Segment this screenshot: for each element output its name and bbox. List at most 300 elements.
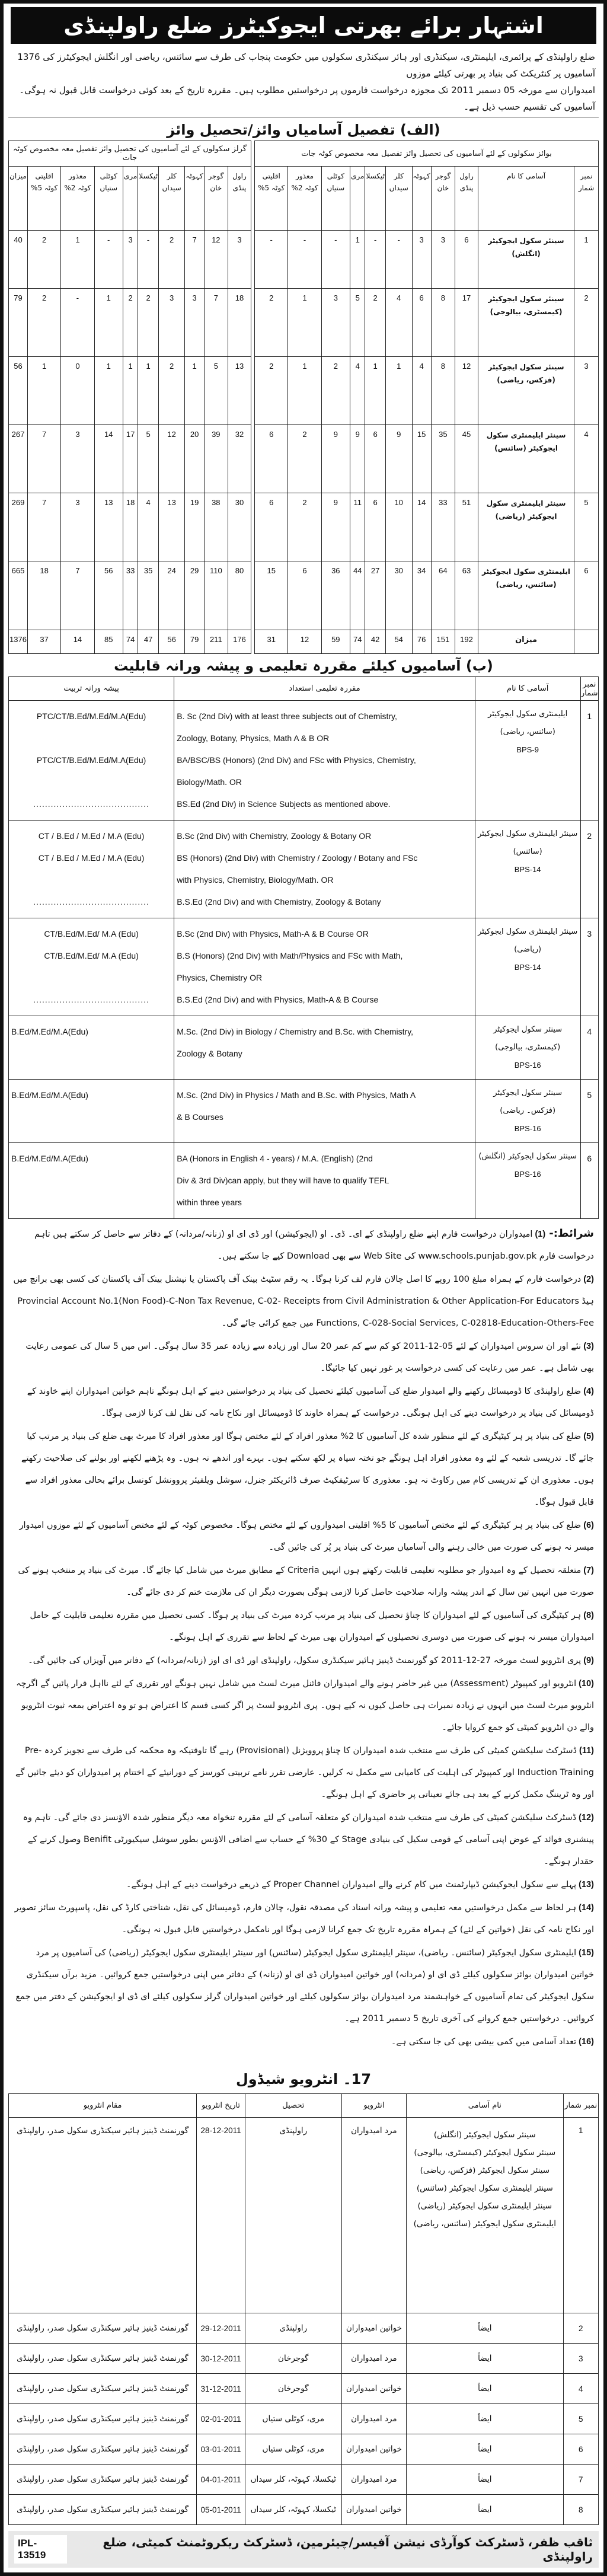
condition-text: ہر کیٹیگری کی آسامیوں کے لئے امیدواران کا چناؤ تحصیل کی بنیاد پر مرتب کردہ میرٹ کی بنیاد پر ہوگا۔ کسی تحصیل میں مقررہ تعلیمی قابلیت کے حامل امیدواران میسر نہ ہونے کی صورت میں دوسری تحصیلوں کے امیدواران بھی میرٹ کے لحاظ سے تقرری کے اہل ہونگے۔ <box>30 1611 594 1642</box>
girls-count: 13 <box>94 493 123 561</box>
edu-line: M.Sc. (2nd Div) in Physics / Math and B.Sc. with Physics, Math A <box>177 1090 416 1100</box>
row-post: سینئر سکول ایجوکیٹر (فزکس، ریاضی) <box>478 357 574 425</box>
tehsil: راولپنڈی <box>245 2118 341 2313</box>
condition-number: (4) <box>581 1387 594 1396</box>
boys-count: 4 <box>412 357 431 425</box>
boys-total: 12 <box>288 630 321 654</box>
table-row <box>9 561 599 630</box>
table-row <box>9 1080 599 1143</box>
tehsil: ٹیکسلا، کہوٹہ، کلر سیداں <box>245 2495 341 2525</box>
boys-count: 4 <box>350 357 365 425</box>
group-gap <box>251 561 255 630</box>
row-serial: 3 <box>574 357 599 425</box>
candidates: مرد امیدواران <box>341 2404 406 2434</box>
col-edu: مقررہ تعلیمی استعداد <box>174 677 475 701</box>
venue: گورنمنٹ ڈینیز ہائیر سیکنڈری سکول صدر، راولپنڈی <box>9 2434 197 2465</box>
boys-count: 2 <box>255 357 288 425</box>
post-name <box>475 701 580 821</box>
candidates: خواتین امیدواران <box>341 2495 406 2525</box>
row-serial: 6 <box>580 1143 598 1219</box>
condition-item <box>13 1426 594 1514</box>
condition-text: نئے اور ان سروس امیدواران کے لئے 05-12-2011 کو کم سے کم عمر 20 سال اور زیادہ سے زیادہ عمر 35 سال ہوگی۔ اس میں 5 سال کی عمومی رعایت بھی شامل ہے۔ عمر میں رعایت کی کسی درخواست پر غور نہیں کیا جائیگا۔ <box>25 1342 594 1373</box>
interview-date: 05-01-2011 <box>197 2495 245 2525</box>
venue: گورنمنٹ ڈینیز ہائیر سیکنڈری سکول صدر، راولپنڈی <box>9 2465 197 2495</box>
girls-count: 1 <box>94 357 123 425</box>
condition-text: ہر لحاظ سے مکمل درخواستیں معہ تعلیمی و پیشہ ورانہ اسناد کی مصدقہ نقول، چالان فارم، ڈومیسائل کی نقل، شناختی کارڈ کی نقل، پاسپورٹ سائز تصویر اور نکاح نامہ کی نقل (خواتین کے لئے) کے ہمراہ مقررہ تاریخ تک جمع کرانا لازمی ہوگا اور نامکمل درخواستیں قابل قبول نہ ہونگی۔ <box>14 1903 594 1935</box>
col-girls-tehsil: مری <box>123 167 138 231</box>
row-post: ایلیمنٹری سکول ایجوکیٹر (سائنس، ریاضی) <box>478 561 574 630</box>
post-name <box>475 821 580 918</box>
boys-count: 5 <box>350 289 365 357</box>
row-serial: 2 <box>563 2313 598 2344</box>
girls-total: 79 <box>185 630 204 654</box>
post-ditto: ایضاً <box>478 2354 492 2363</box>
table-row <box>9 701 599 821</box>
condition-item <box>13 1897 594 1941</box>
col-girls-tehsil: معذور کوٹہ 2% <box>61 167 94 231</box>
row-serial: 7 <box>563 2465 598 2495</box>
girls-total: 176 <box>228 630 251 654</box>
col-boys-tehsil: معذور کوٹہ 2% <box>288 167 321 231</box>
post-title: سینئر سکول ایجوکیٹر (انگلش) <box>478 1152 577 1161</box>
boys-total: 42 <box>365 630 385 654</box>
intro-line-2: امیدواران سے مورخہ 05 دسمبر 2011 تک مجوزہ درخواست فارموں پر درخواستیں مطلوب ہیں۔ مقررہ تاریخ کے بعد کوئی درخواست قابل قبول نہ ہوگی۔ آسامیوں کی تقسیم حسب ذیل ہے۔ <box>19 85 595 112</box>
schedule-col-header: تاریخ انٹرویو <box>197 2094 245 2118</box>
schedule-col-header: مقام انٹرویو <box>9 2094 197 2118</box>
candidates: خواتین امیدواران <box>341 2313 406 2344</box>
intro-paragraph <box>8 44 599 118</box>
girls-count: 2 <box>158 357 185 425</box>
prof-line <box>11 869 171 891</box>
boys-count: 1 <box>288 357 321 425</box>
girls-count: 19 <box>185 493 204 561</box>
col-post: آسامی کا نام <box>475 677 580 701</box>
boys-count: 1 <box>365 357 385 425</box>
prof-line: ........................................ <box>33 995 149 1004</box>
row-serial: 4 <box>563 2374 598 2404</box>
conditions-section <box>8 1219 599 2053</box>
boys-count: 63 <box>455 561 478 630</box>
candidates: مرد امیدواران <box>341 2465 406 2495</box>
boys-count: 1 <box>385 357 412 425</box>
girls-count: 1 <box>138 357 158 425</box>
prof-line: PTC/CT/B.Ed/M.Ed/M.A(Edu) <box>36 711 146 721</box>
row-serial: 1 <box>580 701 598 821</box>
schedule-col-header: تحصیل <box>245 2094 341 2118</box>
girls-count: 0 <box>61 357 94 425</box>
interview-date: 28-12-2011 <box>197 2118 245 2313</box>
boys-count: 51 <box>455 493 478 561</box>
girls-count: 2 <box>158 231 185 289</box>
col-boys-tehsil: گوجر خان <box>431 167 455 231</box>
tehsil: راولپنڈی <box>245 2313 341 2344</box>
girls-count: - <box>61 289 94 357</box>
condition-number: (3) <box>581 1342 594 1351</box>
row-serial: 4 <box>574 425 599 493</box>
boys-count: 9 <box>321 493 350 561</box>
qualifications-table <box>8 676 599 1219</box>
prof-line: CT/B.Ed/M.Ed/ M.A (Edu) <box>44 929 139 939</box>
row-serial: 6 <box>574 561 599 630</box>
bps-scale: BPS-14 <box>514 963 541 972</box>
boys-count: 12 <box>455 357 478 425</box>
schedule-row <box>9 2495 599 2525</box>
prof-line: B.Ed/M.Ed/M.A(Edu) <box>11 1154 88 1163</box>
condition-item <box>13 2031 594 2053</box>
edu-line: Biology/Math. OR <box>177 777 242 787</box>
girls-count: 39 <box>204 425 228 493</box>
prof-line <box>11 771 171 793</box>
condition-text: ایلیمنٹری سکول ایجوکیٹر (سائنس۔ ریاضی)، سینئر ایلیمنٹری سکول ایجوکیٹر (سائنس) اور سینئر ایلیمنٹری سکول ایجوکیٹر (ریاضی) کی آسامیوں پر مرد خواتین امیدواران بوائز سکولوں کیلئے ڈی ای او (مردانہ) اور خواتین امیدواران ڈی ای او (زنانہ) کے دفاتر میں اپنی درخواستیں جمع کروائیں۔ مزید برآں سیکنڈری سکول ایجوکیٹر کی تمام آسامیوں کے خواہشمند مرد امیدواران بوائز سکولوں کیلئے اور خواتین امیدواران گرلز سکولوں کیلئے ای ڈی او ایجوکیشن کے دفتر میں جمع کروائیں۔ درخواستیں جمع کروانے کی آخری تاریخ 5 دسمبر 2011 ہے۔ <box>15 1948 594 2023</box>
post-ditto: ایضاً <box>478 2475 492 2484</box>
girls-count: 35 <box>138 561 158 630</box>
schedule-row <box>9 2344 599 2374</box>
boys-count: 4 <box>385 289 412 357</box>
row-serial: 2 <box>580 821 598 918</box>
totals-label: میزان <box>478 630 574 654</box>
section-b-title: (ب) آسامیوں کیلئے مقررہ تعلیمی و پیشہ ورانہ قابلیت <box>114 657 493 674</box>
girls-count: 12 <box>158 425 185 493</box>
girls-total: 211 <box>204 630 228 654</box>
post-line: سینئر ایلیمنٹری سکول ایجوکیٹر (ریاضی) <box>417 2201 552 2211</box>
venue: گورنمنٹ ڈینیز ہائیر سیکنڈری سکول صدر، راولپنڈی <box>9 2118 197 2313</box>
table-row <box>9 821 599 918</box>
girls-count: 3 <box>185 289 204 357</box>
boys-count: - <box>321 231 350 289</box>
boys-count: 6 <box>455 231 478 289</box>
post-name <box>475 918 580 1016</box>
professional-training <box>9 701 174 821</box>
girls-count: 56 <box>94 561 123 630</box>
girls-count: 13 <box>158 493 185 561</box>
prof-line: CT / B.Ed / M.Ed / M.A (Edu) <box>38 831 145 841</box>
group-gap <box>251 167 255 231</box>
condition-number: (2) <box>581 1275 594 1284</box>
interview-date: 03-01-2011 <box>197 2434 245 2465</box>
col-boys-tehsil: ٹیکسلا <box>365 167 385 231</box>
boys-count: 6 <box>255 493 288 561</box>
interview-date: 29-12-2011 <box>197 2313 245 2344</box>
girls-count: 110 <box>204 561 228 630</box>
col-girls-tehsil: کلر سیداں <box>158 167 185 231</box>
reference-number: IPL-13519 <box>14 2535 67 2564</box>
col-girls-tehsil: ٹیکسلا <box>138 167 158 231</box>
girls-count: 18 <box>228 289 251 357</box>
edu-line: Div & 3rd Div)can apply, but they will have to qualify TEFL <box>177 1176 389 1185</box>
candidates: مرد امیدواران <box>341 2118 406 2313</box>
boys-total: 151 <box>431 630 455 654</box>
condition-number: (15) <box>576 1948 594 1958</box>
girls-count: 30 <box>228 493 251 561</box>
post-line: سینئر سکول ایجوکیٹر (فزکس، ریاضی) <box>420 2166 550 2175</box>
group-gap <box>251 141 255 167</box>
col-girls-tehsil: گوجر خان <box>204 167 228 231</box>
condition-item <box>13 1560 594 1604</box>
edu-line: BA/BSC/BS (Honors) (2nd Div) and FSc with Physics, Chemistry, <box>177 755 416 765</box>
tehsil: ٹیکسلا، کہوٹہ، کلر سیداں <box>245 2465 341 2495</box>
condition-text: امیدواران درخواست فارم اپنے ضلع راولپنڈی کے ای۔ ڈی۔ او (ایجوکیشن) اور ڈی ای او (زنانہ/مردانہ) کے دفاتر سے حاصل کر سکتے ہیں تاہم درخواست فارم www.schools.punjab.gov.pk کی Web Site سے بھی Download کیے جا سکتے ہیں۔ <box>34 1230 594 1261</box>
girls-count: 2 <box>27 231 60 289</box>
condition-number: (1) <box>532 1230 546 1239</box>
bps-scale: BPS-14 <box>514 865 541 874</box>
condition-number: (6) <box>581 1521 594 1530</box>
condition-item <box>13 1605 594 1649</box>
condition-item <box>13 1874 594 1896</box>
girls-count: 29 <box>185 561 204 630</box>
boys-count: 2 <box>288 493 321 561</box>
tehsil: مری، کوٹلی ستیاں <box>245 2404 341 2434</box>
interview-date: 31-12-2011 <box>197 2374 245 2404</box>
girls-count: 14 <box>94 425 123 493</box>
boys-count: 2 <box>321 357 350 425</box>
row-serial: 5 <box>580 1080 598 1143</box>
post-ditto: ایضاً <box>478 2444 492 2454</box>
boys-count: 8 <box>431 357 455 425</box>
boys-count: 15 <box>412 425 431 493</box>
post-ditto: ایضاً <box>478 2384 492 2393</box>
prof-line: PTC/CT/B.Ed/M.Ed/M.A(Edu) <box>36 755 146 765</box>
girls-count: 24 <box>158 561 185 630</box>
group-gap <box>251 289 255 357</box>
schedule-posts <box>407 2495 564 2525</box>
condition-text: ضلع کی بنیاد پر ہر کیٹیگری کے لئے مختص آسامیوں کا 5% اقلیتی امیدواروں کے لئے مختص ہوگا۔ مخصوص کوٹہ کے لئے مختص آسامیوں کے لئے موزوں امیدوار میسر نہ ہونے کی صورت میں خالی رہنے والی آسامیاں میرٹ کی بنیاد پر پُر کی جائیں گی۔ <box>19 1521 594 1552</box>
boys-count: 8 <box>431 289 455 357</box>
condition-text: متعلقہ تحصیل کے وہ امیدوار جو مطلوبہ تعلیمی قابلیت رکھتے ہوں انہیں Criteria کے مطابق میرٹ میں شامل کیا جائے گا۔ میرٹ کی بنیاد پر منتخب ہونے کی صورت میں انہیں تین سال کے اندر پیشہ وارانہ صلاحیت حاصل کرنا لازمی ہوگی بصورت دیگر ان کی ملازمت ختم کر دی جائے گی۔ <box>18 1566 594 1597</box>
bps-scale: BPS-16 <box>514 1170 541 1179</box>
condition-item <box>13 1942 594 2030</box>
girls-count: 2 <box>138 289 158 357</box>
col-boys-tehsil: کلر سیداں <box>385 167 412 231</box>
condition-item <box>13 1740 594 1806</box>
schedule-row <box>9 2434 599 2465</box>
girls-count: 18 <box>27 561 60 630</box>
girls-count: 7 <box>27 493 60 561</box>
boys-count: 15 <box>255 561 288 630</box>
girls-count: 3 <box>123 231 138 289</box>
schedule-col-header: نام آسامی <box>407 2094 564 2118</box>
edu-line: Zoology, Botany, Physics, Math A & B OR <box>177 733 330 743</box>
condition-number: (14) <box>576 1903 594 1913</box>
post-name <box>475 1016 580 1080</box>
girls-count: 7 <box>27 425 60 493</box>
boys-total: 74 <box>350 630 365 654</box>
schedule-row <box>9 2118 599 2313</box>
condition-number: (11) <box>576 1746 594 1755</box>
post-line: ایلیمنٹری سکول ایجوکیٹر (سائنس، ریاضی) <box>413 2219 557 2229</box>
edu-line: B.Sc (2nd Div) with Physics, Math-A & B Course OR <box>177 929 369 939</box>
boys-count: 44 <box>350 561 365 630</box>
condition-item <box>13 1515 594 1559</box>
boys-count: 34 <box>412 561 431 630</box>
venue: گورنمنٹ ڈینیز ہائیر سیکنڈری سکول صدر، راولپنڈی <box>9 2495 197 2525</box>
group-gap <box>251 357 255 425</box>
row-serial: 1 <box>563 2118 598 2313</box>
title-banner <box>11 7 596 44</box>
girls-count: - <box>138 231 158 289</box>
venue: گورنمنٹ ڈینیز ہائیر سیکنڈری سکول صدر، راولپنڈی <box>9 2404 197 2434</box>
boys-count: 9 <box>321 425 350 493</box>
boys-count: 64 <box>431 561 455 630</box>
girls-count: 7 <box>204 289 228 357</box>
table-row <box>9 289 599 357</box>
table-row <box>9 357 599 425</box>
vacancies-table <box>8 141 599 654</box>
girls-count: 38 <box>204 493 228 561</box>
boys-count: 30 <box>385 561 412 630</box>
condition-item <box>13 1336 594 1380</box>
boys-count: - <box>365 231 385 289</box>
schedule-posts <box>407 2374 564 2404</box>
tehsil: گوجرخان <box>245 2344 341 2374</box>
boys-count: 2 <box>255 289 288 357</box>
table-row <box>9 1016 599 1080</box>
candidates: مرد امیدواران <box>341 2344 406 2374</box>
professional-training <box>9 1016 174 1080</box>
education-requirement <box>174 821 475 918</box>
row-serial: 3 <box>580 918 598 1016</box>
prof-line: CT/B.Ed/M.Ed/ M.A (Edu) <box>44 951 139 960</box>
table-row <box>9 918 599 1016</box>
row-total: 79 <box>9 289 28 357</box>
prof-line <box>11 967 171 989</box>
col-boys-tehsil: اقلیتی کوٹہ 5% <box>255 167 288 231</box>
prof-line: ........................................ <box>33 799 149 809</box>
row-total: 665 <box>9 561 28 630</box>
prof-line: B.Ed/M.Ed/M.A(Edu) <box>11 1027 88 1036</box>
edu-line: Physics, Chemistry OR <box>177 973 263 982</box>
education-requirement <box>174 1080 475 1143</box>
table-row <box>9 493 599 561</box>
boys-total: 54 <box>385 630 412 654</box>
condition-number: (10) <box>576 1679 594 1688</box>
professional-training <box>9 821 174 918</box>
boys-count: 1 <box>288 289 321 357</box>
row-serial: 4 <box>580 1016 598 1080</box>
edu-line: B.S.Ed (2nd Div) and with Physics, Math-A & B Course <box>177 995 379 1004</box>
row-serial <box>574 630 599 654</box>
venue: گورنمنٹ ڈینیز ہائیر سیکنڈری سکول صدر، راولپنڈی <box>9 2344 197 2374</box>
professional-training <box>9 918 174 1016</box>
col-boys-tehsil: کہوٹہ <box>412 167 431 231</box>
prof-line <box>11 727 171 749</box>
professional-training <box>9 1143 174 1219</box>
grand-total: 1376 <box>9 630 28 654</box>
col-girls-tehsil: اقلیتی کوٹہ 5% <box>27 167 60 231</box>
education-requirement <box>174 1016 475 1080</box>
boys-count: 1 <box>350 231 365 289</box>
boys-count: 11 <box>350 493 365 561</box>
girls-count: 1 <box>185 357 204 425</box>
tehsil: گوجرخان <box>245 2374 341 2404</box>
post-title: سینئر سکول ایجوکیٹر (فزکس۔ ریاضی) <box>493 1089 563 1115</box>
edu-line: B.S (Honors) (2nd Div) with Math/Physics and FSc with Math, <box>177 951 403 960</box>
schedule-row <box>9 2404 599 2434</box>
edu-line: & B Courses <box>177 1112 223 1122</box>
girls-count: 3 <box>228 231 251 289</box>
row-post: سینئر ایلیمنٹری سکول ایجوکیٹر (ریاضی) <box>478 493 574 561</box>
row-post: سینئر سکول ایجوکیٹر (انگلش) <box>478 231 574 289</box>
boys-count: 33 <box>431 493 455 561</box>
row-total: 40 <box>9 231 28 289</box>
condition-number: (8) <box>581 1611 594 1620</box>
prof-line: B.Ed/M.Ed/M.A(Edu) <box>11 1090 88 1100</box>
girls-count: 1 <box>123 357 138 425</box>
girls-count: 18 <box>123 493 138 561</box>
schedule-col-header: انٹرویو <box>341 2094 406 2118</box>
boys-count: 14 <box>412 493 431 561</box>
girls-count: 1 <box>94 289 123 357</box>
schedule-posts <box>407 2344 564 2374</box>
interview-date: 04-01-2011 <box>197 2465 245 2495</box>
edu-line: Zoology & Botany <box>177 1049 242 1058</box>
boys-total: 192 <box>455 630 478 654</box>
conditions-label: شرائط:- <box>549 1227 594 1240</box>
condition-text: ضلع راولپنڈی کا ڈومیسائل رکھنے والے امیدوار ضلع کی آسامیوں کیلئے تحصیل کی بنیاد پر درخواستیں دینے کے اہل ہونگے تاہم خواتین امیدواران اپنے خاوند کے ڈومیسائل کی بنیاد پر درخواست دینے کی اہل ہونگی۔ درخواست کے ہمراہ خاوند کا ڈومیسائل اور نکاح نامہ کی نقل لف کرنا لازمی ہوگا۔ <box>27 1387 594 1418</box>
education-requirement <box>174 701 475 821</box>
table-row <box>9 425 599 493</box>
condition-item <box>13 1807 594 1873</box>
boys-count: 9 <box>385 425 412 493</box>
girls-total: 85 <box>94 630 123 654</box>
bps-scale: BPS-16 <box>514 1124 541 1133</box>
edu-line: B.S.Ed (2nd Div) and with Chemistry, Zoology & Botany <box>177 897 381 906</box>
candidates: خواتین امیدواران <box>341 2374 406 2404</box>
boys-group-header: بوائز سکولوں کے لئے آسامیوں کی تحصیل وائز تفصیل معہ مخصوص کوٹہ جات <box>255 141 599 167</box>
condition-number: (9) <box>581 1656 594 1665</box>
interview-schedule-table <box>8 2093 599 2525</box>
intro-line-1: ضلع راولپنڈی کے پرائمری، ایلیمنٹری، سیکنڈری اور ہائر سیکنڈری سکولوں میں حکومت پنجاب کی طرف سے سائنس، ریاضی اور انگلش ایجوکیٹرز کی 1376 آسامیوں پر کنٹریکٹ کی بنیاد پر بھرتی کیلئے موزوں <box>17 52 595 79</box>
row-post: سینئر سکول ایجوکیٹر (کیمسٹری، بیالوجی) <box>478 289 574 357</box>
girls-count: 80 <box>228 561 251 630</box>
tehsil: مری، کوٹلی ستیاں <box>245 2434 341 2465</box>
condition-text: انٹرویو اور کمپیوٹر (Assessment) میں غیر حاضر ہونے والے امیدواران فائنل میرٹ لسٹ میں شامل نہیں ہونگے اور تقرری کے لئے نااہل قرار پائیں گے اگرچہ انٹرویو میرٹ لسٹ میں انہوں نے زیادہ نمبرات ہی حاصل کیوں نہ کیے ہوں۔ پری انٹرویو لسٹ پر اگر کسی قسم کا اعتراض ہو تو وہ اعتراض بمعہ ثبوت انٹرویو والے دن انٹرویو کمیٹی کو جمع کروایا جائے۔ <box>16 1679 594 1732</box>
boys-count: 6 <box>412 289 431 357</box>
post-ditto: ایضاً <box>478 2505 492 2514</box>
edu-line: M.Sc. (2nd Div) in Biology / Chemistry and B.Sc. with Chemistry, <box>177 1027 414 1036</box>
row-serial: 1 <box>574 231 599 289</box>
group-gap <box>251 493 255 561</box>
prof-line: ........................................ <box>33 897 149 906</box>
condition-number: (12) <box>576 1813 594 1822</box>
boys-count: - <box>255 231 288 289</box>
condition-number: (16) <box>576 2037 594 2047</box>
boys-count: 45 <box>455 425 478 493</box>
boys-count: 3 <box>412 231 431 289</box>
section-a-title: (الف) تفصیل آسامیاں وائز/تحصیل وائز <box>167 122 440 138</box>
boys-count: 35 <box>431 425 455 493</box>
footer <box>8 2531 599 2568</box>
boys-count: - <box>288 231 321 289</box>
boys-total: 31 <box>255 630 288 654</box>
boys-count: 2 <box>365 289 385 357</box>
boys-count: 6 <box>255 425 288 493</box>
boys-count: 6 <box>365 425 385 493</box>
boys-count: - <box>385 231 412 289</box>
girls-total: 14 <box>61 630 94 654</box>
edu-line: with Physics, Chemistry, Biology/Math. OR <box>177 875 334 885</box>
education-requirement <box>174 1143 475 1219</box>
table-row <box>9 231 599 289</box>
edu-line: within three years <box>177 1198 242 1207</box>
post-title: سینئر سکول ایجوکیٹر (کیمسٹری، بیالوجی) <box>493 1025 563 1052</box>
girls-count: 17 <box>123 425 138 493</box>
girls-total: 56 <box>158 630 185 654</box>
condition-text: ڈسٹرکٹ سلیکشن کمیٹی کی طرف سے منتخب شدہ امیدواران کا چناؤ پروویژنل (Provisional) رہے گا تاوقتیکہ وہ محکمہ کی طرف سے تجویز کردہ Pre-Induction Training اور کمپیوٹر کی اہلیت کی کامیابی سے مکمل نہ کرلیں۔ عارضی تقرر نامے تربیتی کورسز کے دورانیئے کے اختتام پر امیدواران کو دیئے جائیں گے اور وہ ٹریننگ مکمل کرنے کے بعد ہی جائے تعیناتی پر حاضری کے اہل ہونگے۔ <box>15 1746 594 1799</box>
girls-count: 2 <box>123 289 138 357</box>
condition-item <box>13 1673 594 1739</box>
condition-text: ضلع کی بنیاد پر ہر کیٹیگری کے لئے منظور شدہ کل آسامیوں کا 2% معذور افراد کے لئے مختص ہوگا اور معذور افراد کا میرٹ بھی ضلع کی بنیاد پر مرتب کیا جائے گا۔ تدریسی شعبہ کے لئے وہ معذور افراد اہل ہونگے جو تختہ سیاہ پر لکھ سکتے ہوں۔ بہرے اور اندھے نہ ہوں۔ وہ پڑھنے لکھنے اور بولنے کی صلاحیت رکھتے ہوں۔ معذوری ان کے تدریسی کام میں رکاوٹ نہ ہو۔ معذوری کا سرٹیفکیٹ صرف ڈائریکٹر جنرل، سوشل ویلفیئر پروونشل کونسل برائے بحالی معذور افراد سے قابل قبول ہوگا۔ <box>21 1432 594 1507</box>
girls-count: 33 <box>123 561 138 630</box>
